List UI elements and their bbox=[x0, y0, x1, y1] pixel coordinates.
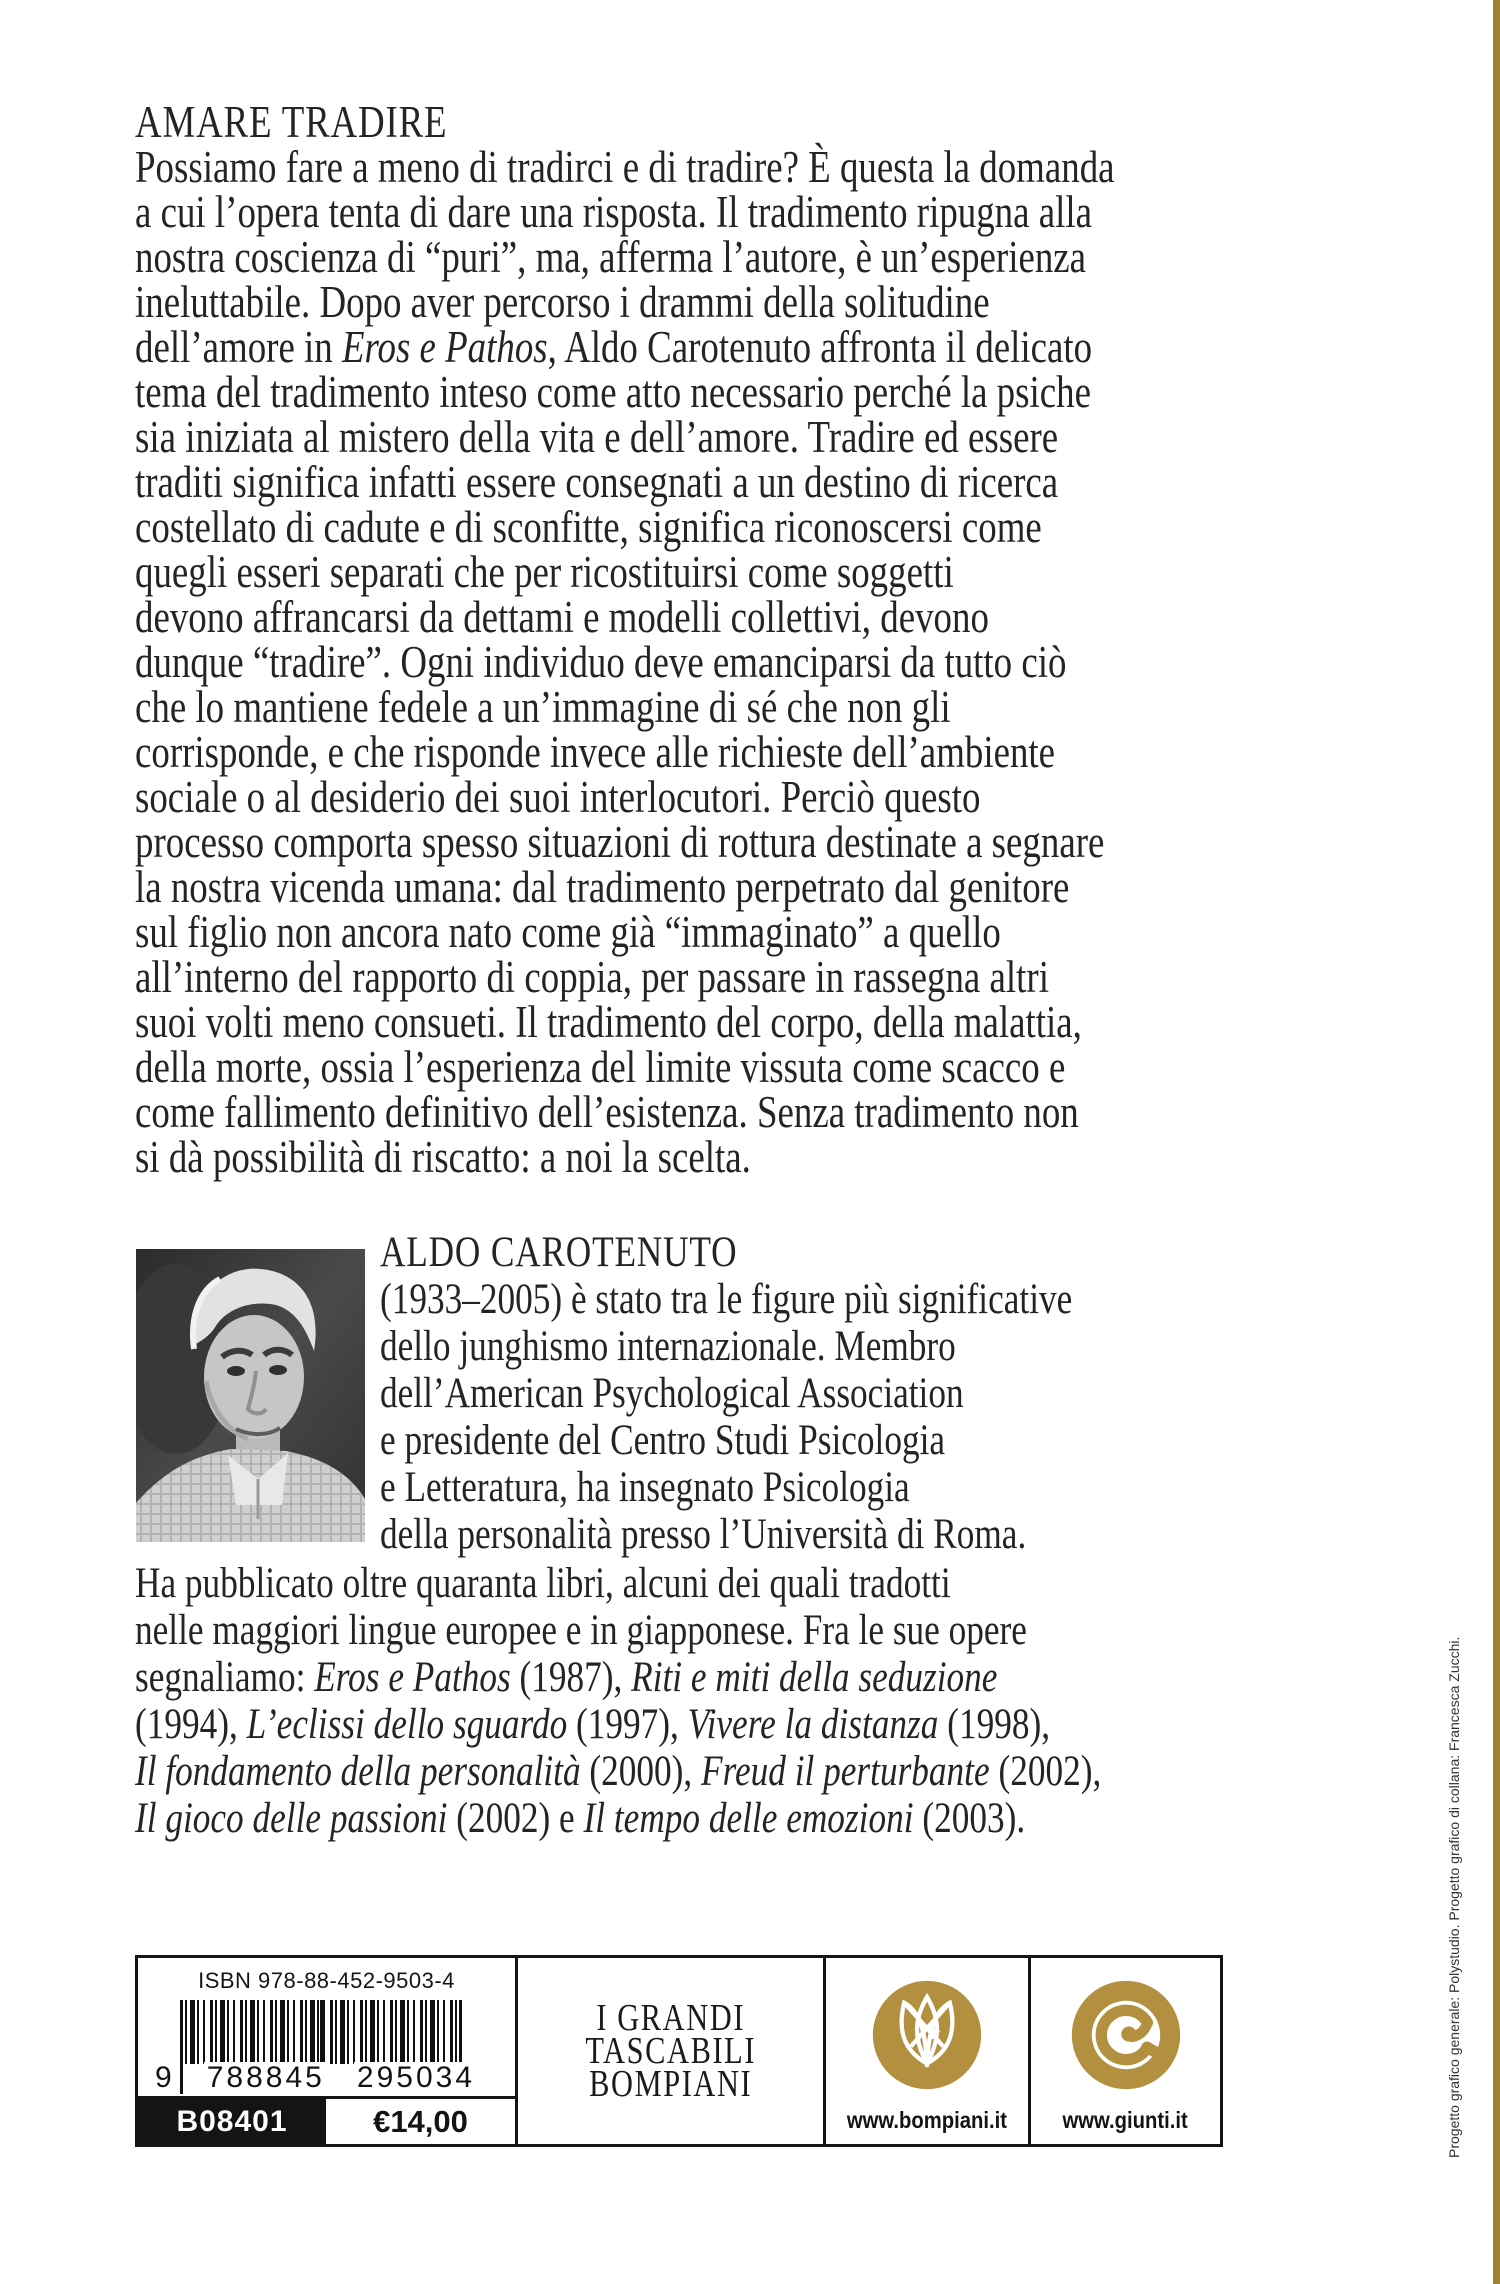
text-line: sia iniziata al mistero della vita e dell’amore. Tradire ed essere bbox=[135, 412, 1059, 462]
text-line: e Letteratura, ha insegnato Psicologia bbox=[380, 1464, 910, 1511]
text-line: come fallimento definitivo dell’esistenza. Senza tradimento non bbox=[135, 1087, 1079, 1137]
text-line: traditi significa infatti essere consegnati a un destino di ricerca bbox=[135, 457, 1059, 507]
bompiani-tulip-logo-icon bbox=[870, 1978, 984, 2092]
text-line: dell’amore in Eros e Pathos, Aldo Carotenuto affronta il delicato bbox=[135, 322, 1093, 372]
author-portrait-image bbox=[136, 1249, 365, 1542]
text-line: ineluttabile. Dopo aver percorso i drammi della solitudine bbox=[135, 277, 990, 327]
isbn-label: ISBN 978-88-452-9503-4 bbox=[198, 1968, 455, 1993]
text-line: che lo mantiene fedele a un’immagine di sé che non gli bbox=[135, 682, 951, 732]
text-line: all’interno del rapporto di coppia, per passare in rassegna altri bbox=[135, 952, 1049, 1002]
text-line: costellato di cadute e di sconfitte, significa riconoscersi come bbox=[135, 502, 1042, 552]
text-line: segnaliamo: Eros e Pathos (1987), Riti e miti della seduzione bbox=[135, 1654, 998, 1701]
text-line: nelle maggiori lingue europee e in giapponese. Fra le sue opere bbox=[135, 1607, 1027, 1654]
text-line: I GRANDI bbox=[596, 1996, 745, 2039]
giunti-spiral-logo-icon bbox=[1069, 1978, 1183, 2092]
text-line: tema del tradimento inteso come atto necessario perché la psiche bbox=[135, 367, 1091, 417]
bompiani-panel bbox=[823, 1958, 1028, 2144]
barcode-digits bbox=[152, 2062, 478, 2094]
text-line: nostra coscienza di “puri”, ma, afferma l’autore, è un’esperienza bbox=[135, 232, 1087, 282]
imprint-name bbox=[585, 1996, 756, 2105]
text-line: la nostra vicenda umana: dal tradimento perpetrato dal genitore bbox=[135, 862, 1070, 912]
author-bio-column-lines bbox=[380, 1276, 1323, 1558]
text-line: (1994), L’eclissi dello sguardo (1997), Vivere la distanza (1998), bbox=[135, 1701, 1051, 1748]
text-line: BOMPIANI bbox=[588, 2062, 753, 2105]
price: €14,00 bbox=[373, 2103, 468, 2139]
text-line: Ha pubblicato oltre quaranta libri, alcuni dei quali tradotti bbox=[135, 1560, 951, 1607]
text-line: processo comporta spesso situazioni di rottura destinate a segnare bbox=[135, 817, 1105, 867]
isbn-panel bbox=[138, 1958, 515, 2144]
synopsis-lines bbox=[135, 142, 1447, 1182]
product-code: B08401 bbox=[138, 2099, 326, 2144]
text-line: sul figlio non ancora nato come già “immaginato” a quello bbox=[135, 907, 1001, 957]
barcode-digit-group: 295034 bbox=[354, 2062, 478, 2094]
text-line: devono affrancarsi da dettami e modelli collettivi, devono bbox=[135, 592, 989, 642]
giunti-panel bbox=[1028, 1958, 1220, 2144]
text-line: dunque “tradire”. Ogni individuo deve emanciparsi da tutto ciò bbox=[135, 637, 1067, 687]
bompiani-url: www.bompiani.it bbox=[846, 2107, 1008, 2133]
author-photo bbox=[136, 1249, 365, 1542]
text-line: della personalità presso l’Università di Roma. bbox=[380, 1511, 1027, 1558]
text-line: corrisponde, e che risponde invece alle richieste dell’ambiente bbox=[135, 727, 1056, 777]
text-line: si dà possibilità di riscatto: a noi la scelta. bbox=[135, 1132, 751, 1182]
imprint-panel bbox=[515, 1958, 823, 2144]
text-line: a cui l’opera tenta di dare una risposta. Il tradimento ripugna alla bbox=[135, 187, 1092, 237]
barcode-digit-group: 788845 bbox=[204, 2062, 328, 2094]
text-line: sociale o al desiderio dei suoi interlocutori. Perciò questo bbox=[135, 772, 981, 822]
text-line: Il fondamento della personalità (2000), Freud il perturbante (2002), bbox=[135, 1748, 1102, 1795]
footer-strip bbox=[135, 1955, 1223, 2147]
author-name: ALDO CAROTENUTO bbox=[380, 1229, 738, 1276]
author-bio-full bbox=[135, 1560, 1447, 1842]
giunti-url: www.giunti.it bbox=[1062, 2107, 1189, 2133]
design-credits: Progetto grafico generale: Polystudio. Progetto grafico di collana: Francesca Zucchi. bbox=[1446, 1636, 1462, 2158]
gold-edge-stripe bbox=[1493, 0, 1500, 2284]
text-line: quegli esseri separati che per ricostituirsi come soggetti bbox=[135, 547, 954, 597]
text-line: Possiamo fare a meno di tradirci e di tradire? È questa la domanda bbox=[135, 142, 1115, 192]
author-bio-column bbox=[380, 1229, 1323, 1558]
text-line: e presidente del Centro Studi Psicologia bbox=[380, 1417, 946, 1464]
price-row bbox=[138, 2096, 515, 2144]
text-line: dello junghismo internazionale. Membro bbox=[380, 1323, 956, 1370]
text-line: della morte, ossia l’esperienza del limite vissuta come scacco e bbox=[135, 1042, 1066, 1092]
text-line: suoi volti meno consueti. Il tradimento del corpo, della malattia, bbox=[135, 997, 1082, 1047]
text-line: dell’American Psychological Association bbox=[380, 1370, 964, 1417]
barcode-digit-group: 9 bbox=[155, 2061, 175, 2094]
page-title: AMARE TRADIRE bbox=[135, 97, 448, 147]
text-line: Il gioco delle passioni (2002) e Il tempo delle emozioni (2003). bbox=[135, 1795, 1026, 1842]
text-line: TASCABILI bbox=[585, 2029, 756, 2072]
text-line: (1933–2005) è stato tra le figure più significative bbox=[380, 1276, 1073, 1323]
synopsis-block bbox=[135, 97, 1447, 1182]
